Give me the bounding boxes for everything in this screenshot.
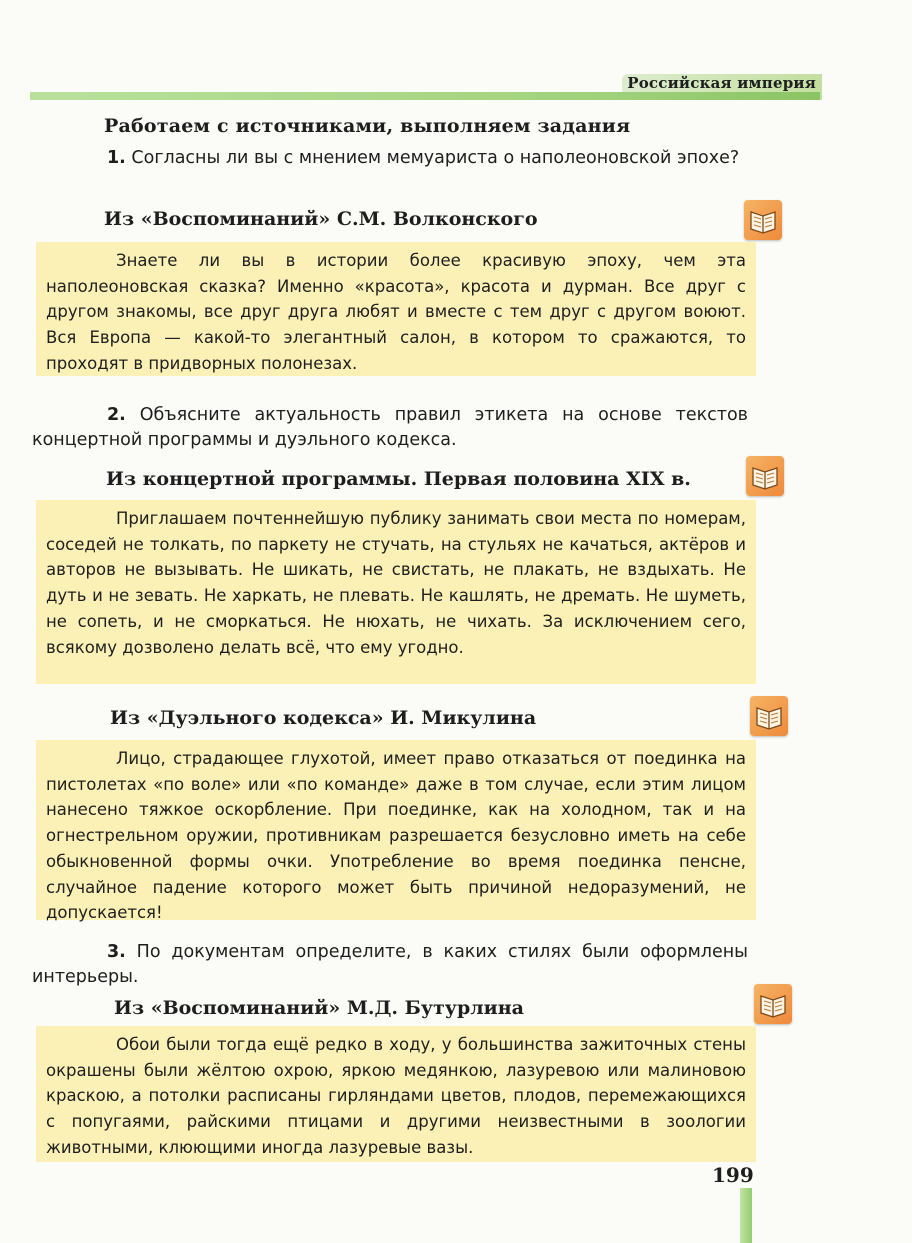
task-3 xyxy=(32,940,748,990)
book-icon xyxy=(754,984,792,1024)
task-text: Объясните актуальность правил этикета на основе текстов концертной программы и дуэльного кодекса. xyxy=(32,405,748,450)
task-number: 1. xyxy=(107,148,126,168)
task-text: Согласны ли вы с мнением мемуариста о наполеоновской эпохе? xyxy=(125,148,740,168)
quote-volkonsky: Знаете ли вы в истории более красивую эпоху, чем эта наполеоновская сказка? Именно «красота», красота и дурман. Все друг с другом знакомы, все друг друга любят и вместе с тем друг с другом воюют. Вся Европа — какой-то элегантный салон, в котором то сражаются, то проходят в придворных полонезах. xyxy=(36,242,756,376)
source-title-volkonsky: Из «Воспоминаний» С.М. Волконского xyxy=(104,208,538,230)
book-icon xyxy=(746,456,784,496)
book-icon xyxy=(750,696,788,736)
section-title: Работаем с источниками, выполняем задания xyxy=(104,115,631,137)
source-title-buturlin: Из «Воспоминаний» М.Д. Бутурлина xyxy=(114,997,524,1019)
task-1 xyxy=(32,146,748,171)
quote-concert-program: Приглашаем почтеннейшую публику занимать свои места по номерам, соседей не толкать, по паркету не стучать, на стульях не качаться, актёров и авторов не вызывать. Не шикать, не свистать, не плакать, не вздыхать. Не дуть и не зевать. Не харкать, не плевать. Не кашлять, не дремать. Не шуметь, не сопеть, и не сморкаться. Не нюхать, не чихать. За исключением сего, всякому дозволено делать всё, что ему угодно. xyxy=(36,500,756,684)
source-title-concert-program: Из концертной программы. Первая половина XIX в. xyxy=(106,468,691,490)
page-number: 199 xyxy=(712,1163,754,1187)
task-text: По документам определите, в каких стилях были оформлены интерьеры. xyxy=(32,942,748,987)
quote-dueling-code: Лицо, страдающее глухотой, имеет право отказаться от поединка на пистолетах «по воле» или «по команде» даже в том случае, если этим лицом нанесено тяжкое оскорбление. При поединке, как на холодном, так и на огнестрельном оружии, противникам разрешается безусловно иметь на себе обыкновенной формы очки. Употребление во время поединка пенсне, случайное падение которого может быть причиной недоразумений, не допускается! xyxy=(36,740,756,920)
page-edge-bar xyxy=(740,1188,752,1243)
source-title-dueling-code: Из «Дуэльного кодекса» И. Микулина xyxy=(110,707,537,729)
header-rule xyxy=(30,92,820,100)
task-number: 2. xyxy=(107,405,126,425)
book-icon xyxy=(744,200,782,240)
task-number: 3. xyxy=(107,942,126,962)
task-2 xyxy=(32,403,748,453)
running-title: Российская империя xyxy=(627,74,816,92)
quote-buturlin: Обои были тогда ещё редко в ходу, у большинства зажиточных стены окрашены были жёлтою охрою, яркою медянкою, лазуревою или малиновою краскою, а потолки расписаны гирляндами цветов, плодов, перемежающихся с попугаями, райскими птицами и другими неизвестными в зоологии животными, клюющими иногда лазуревые вазы. xyxy=(36,1026,756,1162)
